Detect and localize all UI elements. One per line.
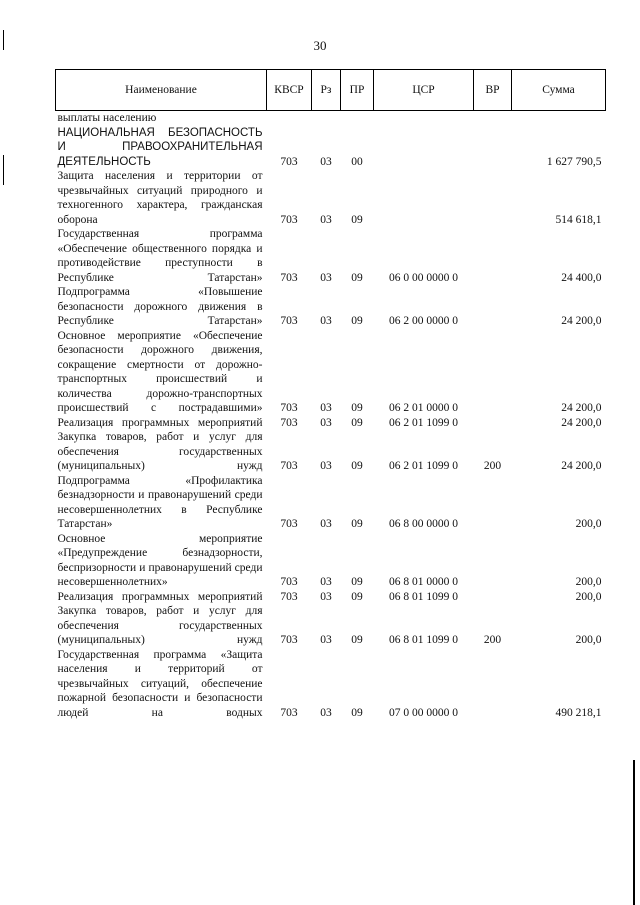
cell-sum: 24 200,0 xyxy=(561,460,602,472)
cell-sum xyxy=(512,111,606,126)
cell-pr: 00 xyxy=(351,155,363,168)
cell-sum: 490 218,1 xyxy=(555,706,602,719)
page-number: 30 xyxy=(313,38,327,53)
cell-sum: 200,0 xyxy=(575,576,602,588)
cell-rz: 03 xyxy=(320,213,332,226)
cell-kvsr: 703 xyxy=(280,213,298,226)
cell-pr: 09 xyxy=(351,576,363,588)
header-vr: ВР xyxy=(474,70,512,111)
cell-name: Подпрограмма «Повышение безопасности дорожного движения в Республике Татарстан» xyxy=(57,286,263,327)
header-rz: Рз xyxy=(312,70,341,111)
cell-sum: 24 200,0 xyxy=(561,416,602,429)
cell-name: Реализация программных мероприятий xyxy=(57,590,263,603)
cell-pr: 09 xyxy=(351,706,363,719)
cell-csr: 06 8 01 1099 0 xyxy=(389,590,458,603)
cell-name: Реализация программных мероприятий xyxy=(57,416,263,429)
table-row xyxy=(56,285,606,329)
header-sum: Сумма xyxy=(512,70,606,111)
cell-vr: 200 xyxy=(483,634,502,646)
cell-rz xyxy=(312,111,341,126)
table-row xyxy=(56,430,606,474)
table-row xyxy=(56,111,606,126)
cell-name: Основное мероприятие «Обеспечение безопасности дорожного движения, сокращение смертности от дорожно-транспортных происшествий и количества дорожно-транспортных происшествий с пострадавшими» xyxy=(57,329,263,414)
cell-csr: 06 2 01 1099 0 xyxy=(389,460,458,472)
header-kvsr: КВСР xyxy=(267,70,312,111)
cell-vr xyxy=(474,416,512,431)
cell-rz: 03 xyxy=(320,634,332,646)
cell-csr: 07 0 00 0000 0 xyxy=(389,706,458,719)
header-name: Наименование xyxy=(56,70,267,111)
cell-rz: 03 xyxy=(320,315,332,327)
table-row xyxy=(56,604,606,648)
left-edge-mark xyxy=(3,30,4,50)
cell-name: Государственная программа «Защита населения и территорий от чрезвычайных ситуаций, обеспечение пожарной безопасности и безопасности людей на водных xyxy=(57,648,263,719)
cell-name: выплаты населению xyxy=(57,112,157,124)
cell-kvsr: 703 xyxy=(280,590,298,603)
cell-csr: 06 2 00 0000 0 xyxy=(389,315,458,327)
cell-sum: 24 400,0 xyxy=(561,271,602,284)
cell-vr xyxy=(474,590,512,605)
cell-kvsr: 703 xyxy=(280,271,298,284)
cell-csr xyxy=(374,126,474,170)
cell-kvsr: 703 xyxy=(280,416,298,429)
cell-csr xyxy=(374,169,474,227)
cell-kvsr: 703 xyxy=(280,315,298,327)
cell-csr: 06 8 01 0000 0 xyxy=(389,576,458,588)
cell-vr xyxy=(474,126,512,170)
cell-pr: 09 xyxy=(351,213,363,226)
cell-kvsr xyxy=(267,111,312,126)
cell-vr xyxy=(474,648,512,721)
header-pr: ПР xyxy=(341,70,374,111)
cell-pr: 09 xyxy=(351,416,363,429)
cell-pr: 09 xyxy=(351,634,363,646)
cell-name: Закупка товаров, работ и услуг для обеспечения государственных (муниципальных) нужд xyxy=(57,431,263,472)
cell-pr: 09 xyxy=(351,271,363,284)
cell-pr: 09 xyxy=(351,315,363,327)
cell-name: Защита населения и территории от чрезвычайных ситуаций природного и техногенного характера, гражданская оборона xyxy=(57,170,263,226)
table-row xyxy=(56,474,606,532)
budget-table xyxy=(55,69,606,720)
cell-vr xyxy=(474,169,512,227)
table-row xyxy=(56,169,606,227)
cell-kvsr: 703 xyxy=(280,576,298,588)
cell-csr: 06 8 01 1099 0 xyxy=(389,634,458,646)
table-row xyxy=(56,416,606,431)
cell-name: Закупка товаров, работ и услуг для обеспечения государственных (муниципальных) нужд xyxy=(57,605,263,646)
cell-pr: 09 xyxy=(351,518,363,530)
cell-vr xyxy=(474,474,512,532)
cell-sum: 1 627 790,5 xyxy=(546,155,602,168)
cell-rz: 03 xyxy=(320,576,332,588)
table-row xyxy=(56,126,606,170)
cell-vr xyxy=(474,111,512,126)
cell-pr: 09 xyxy=(351,402,363,414)
cell-kvsr: 703 xyxy=(280,402,298,414)
left-edge-mark xyxy=(3,155,4,185)
cell-csr: 06 0 00 0000 0 xyxy=(389,271,458,284)
table-row xyxy=(56,648,606,721)
cell-pr xyxy=(341,111,374,126)
cell-kvsr: 703 xyxy=(280,634,298,646)
cell-csr xyxy=(374,111,474,126)
cell-rz: 03 xyxy=(320,402,332,414)
cell-vr xyxy=(474,227,512,285)
cell-pr: 09 xyxy=(351,460,363,472)
cell-csr: 06 8 00 0000 0 xyxy=(389,518,458,530)
cell-rz: 03 xyxy=(320,518,332,530)
cell-vr: 200 xyxy=(483,460,502,472)
table-row xyxy=(56,532,606,590)
table-row xyxy=(56,227,606,285)
cell-vr xyxy=(474,329,512,416)
cell-csr: 06 2 01 0000 0 xyxy=(389,402,458,414)
table-row xyxy=(56,590,606,605)
cell-rz: 03 xyxy=(320,271,332,284)
cell-csr: 06 2 01 1099 0 xyxy=(389,416,458,429)
cell-sum: 514 618,1 xyxy=(555,213,602,226)
cell-kvsr: 703 xyxy=(280,518,298,530)
cell-vr xyxy=(474,285,512,329)
cell-sum: 24 200,0 xyxy=(561,315,602,327)
cell-kvsr: 703 xyxy=(280,460,298,472)
cell-rz: 03 xyxy=(320,460,332,472)
header-csr: ЦСР xyxy=(374,70,474,111)
table-header-row xyxy=(56,70,606,111)
table-row xyxy=(56,329,606,416)
cell-name: Государственная программа «Обеспечение общественного порядка и противодействие преступности в Республике Татарстан» xyxy=(57,228,263,284)
right-edge-mark xyxy=(633,760,635,905)
cell-pr: 09 xyxy=(351,590,363,603)
cell-sum: 200,0 xyxy=(575,590,602,603)
cell-sum: 200,0 xyxy=(575,518,602,530)
table-body xyxy=(56,111,606,721)
cell-sum: 200,0 xyxy=(575,634,602,646)
cell-kvsr: 703 xyxy=(280,706,298,719)
cell-vr xyxy=(474,532,512,590)
cell-rz: 03 xyxy=(320,155,332,168)
cell-rz: 03 xyxy=(320,706,332,719)
cell-rz: 03 xyxy=(320,590,332,603)
cell-name: НАЦИОНАЛЬНАЯ БЕЗОПАСНОСТЬ И ПРАВООХРАНИТЕЛЬНАЯ ДЕЯТЕЛЬНОСТЬ xyxy=(57,126,263,168)
cell-sum: 24 200,0 xyxy=(561,402,602,414)
cell-rz: 03 xyxy=(320,416,332,429)
cell-kvsr: 703 xyxy=(280,155,298,168)
cell-name: Подпрограмма «Профилактика безнадзорности и правонарушений среди несовершеннолетних в Республике Татарстан» xyxy=(57,474,263,530)
cell-name: Основное мероприятие «Предупреждение безнадзорности, беспризорности и правонарушений среди несовершеннолетних» xyxy=(57,532,263,588)
